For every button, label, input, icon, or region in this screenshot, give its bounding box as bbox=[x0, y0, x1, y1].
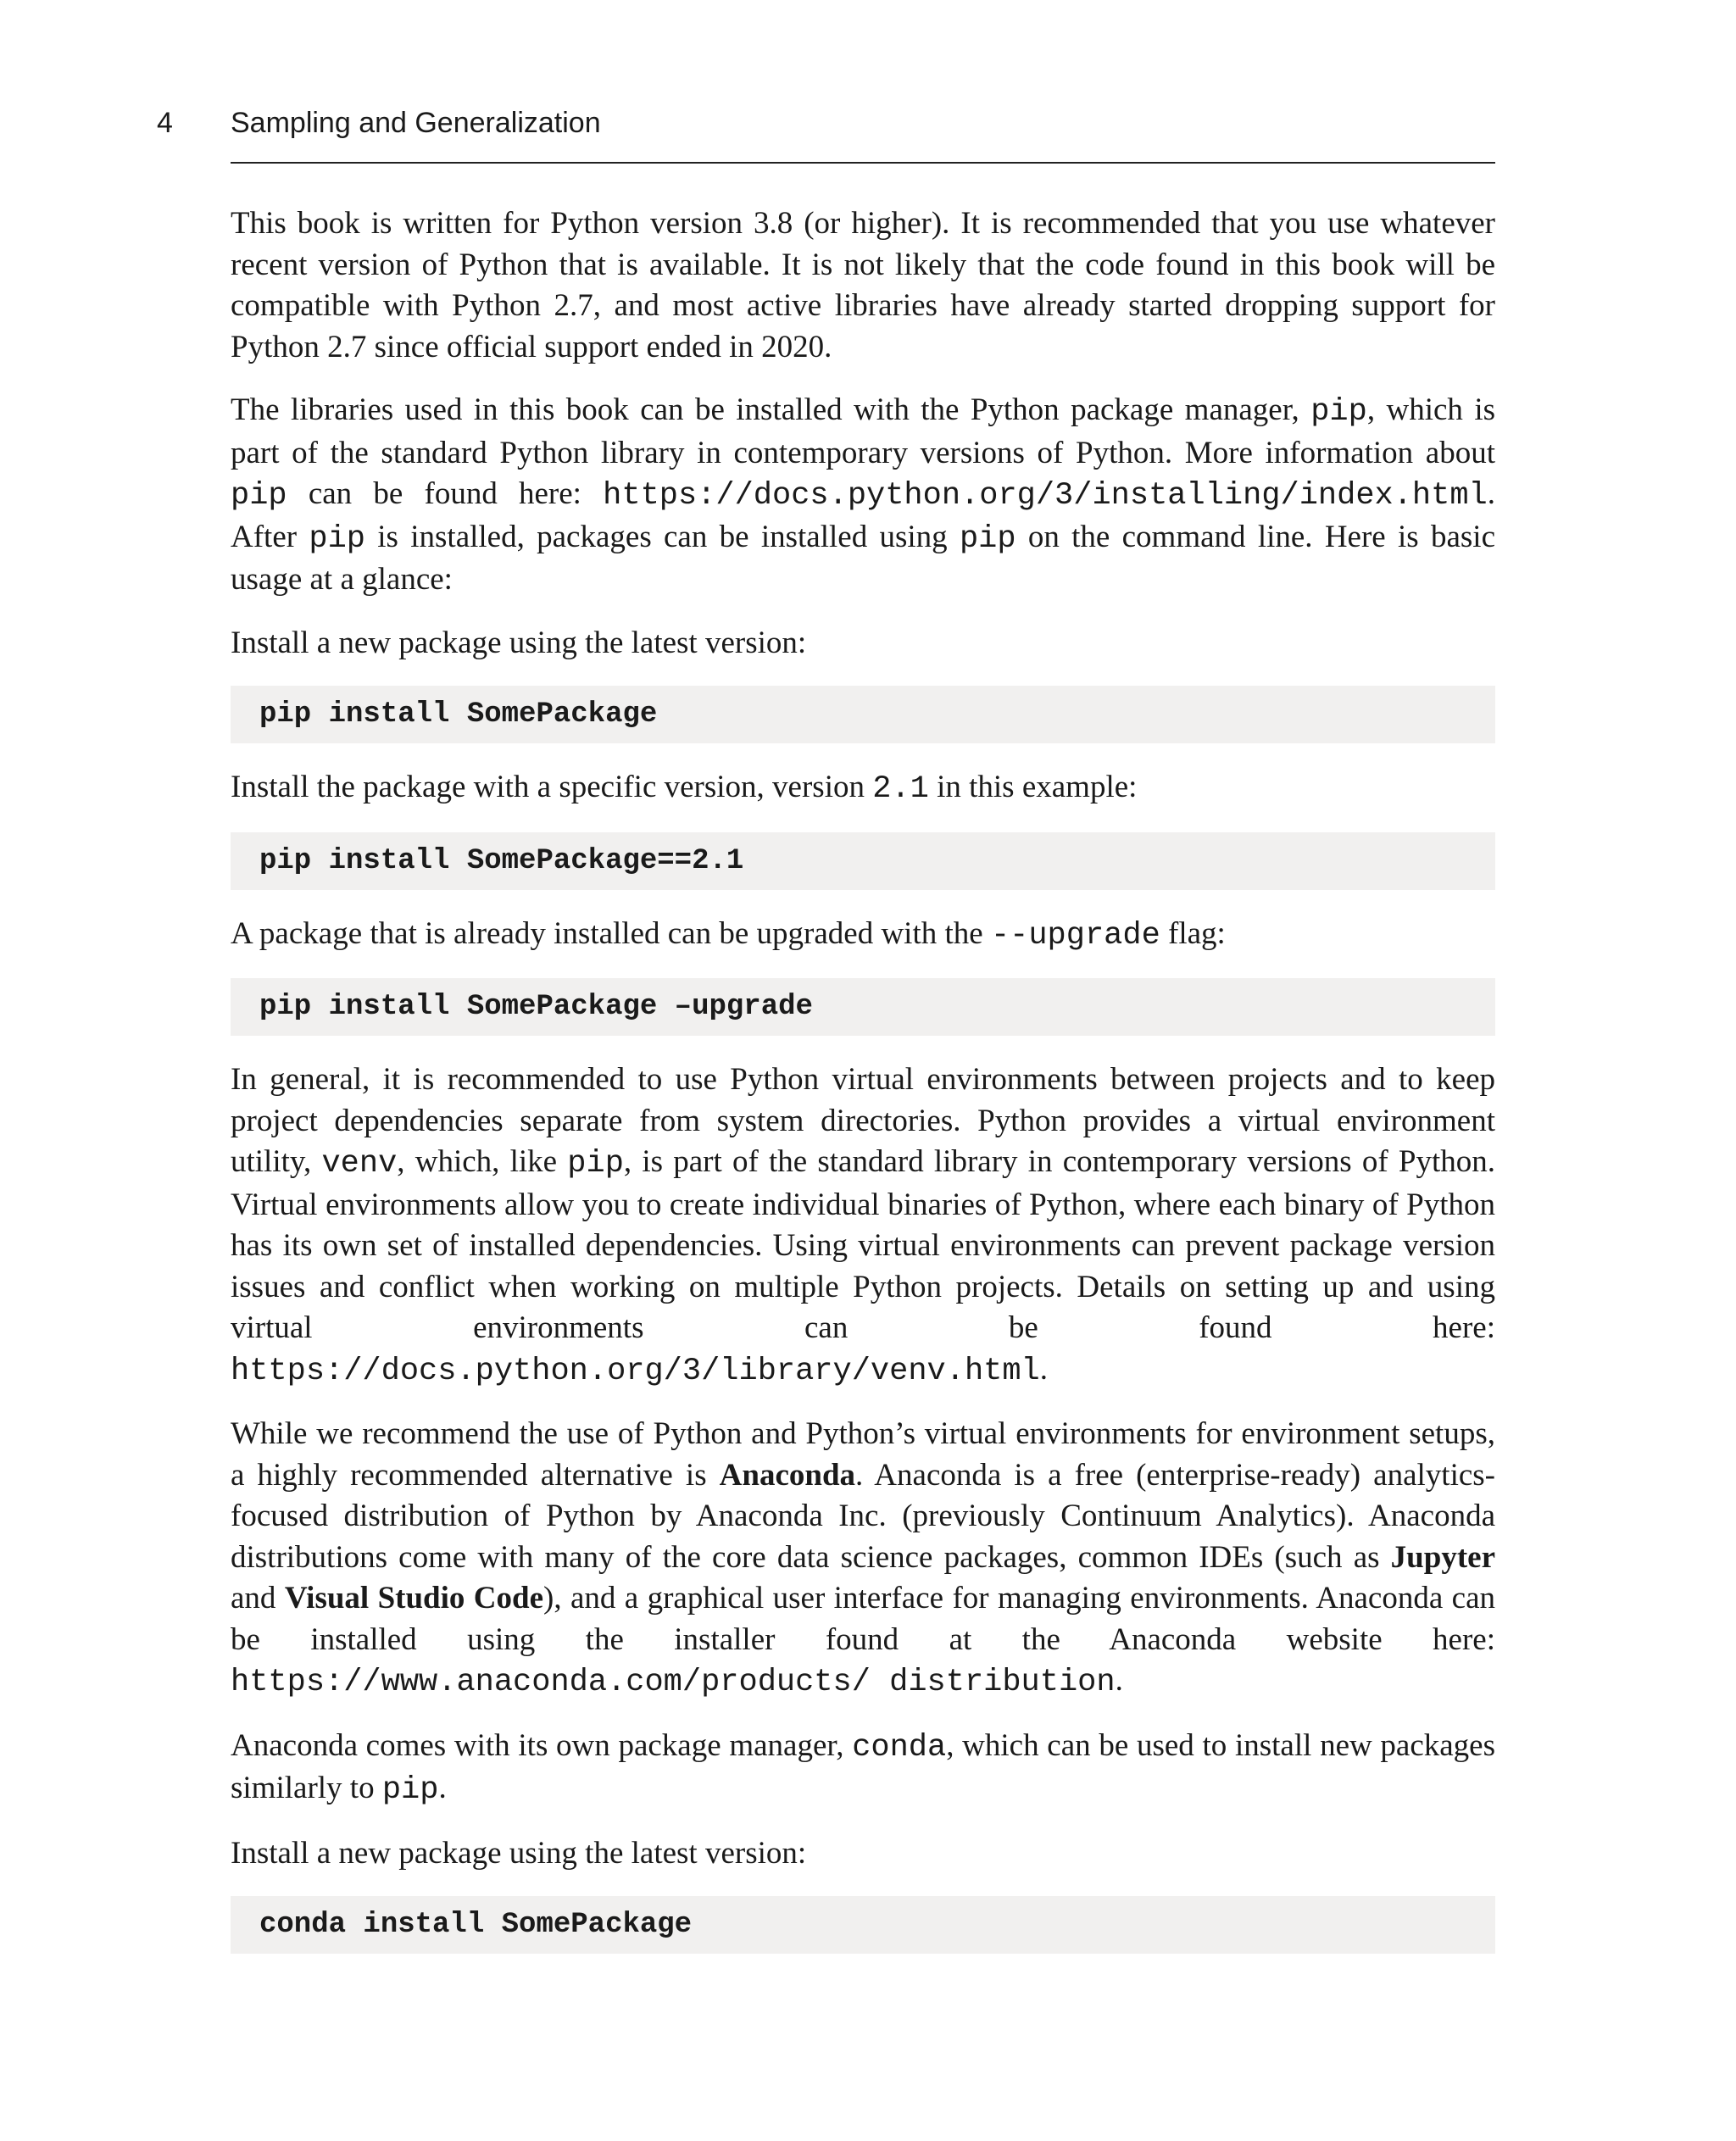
bold-visual-studio-code: Visual Studio Code bbox=[284, 1581, 544, 1615]
text: . Anaconda is a free (enterprise-ready) analytics-focused distribution of Python by Anaconda Inc. (previously Continuum Analytics). Anaconda distributions come with many of the core data science packages, common IDEs (such as bbox=[231, 1457, 1495, 1575]
text: and bbox=[231, 1581, 285, 1615]
inline-code-pip: pip bbox=[381, 1772, 439, 1808]
text: ), and a graphical user interface for managing environments. Anaconda can be installed using the installer found at the Anaconda website here: bbox=[231, 1581, 1495, 1657]
text: . bbox=[1115, 1663, 1123, 1698]
text: . After bbox=[231, 476, 1495, 554]
text: A package that is already installed can be upgraded with the bbox=[231, 915, 991, 951]
paragraph-pip-intro bbox=[231, 390, 1495, 601]
text: Install the package with a specific version, version bbox=[231, 770, 873, 804]
url-anaconda-download: https://www.anaconda.com/products/ distribution bbox=[231, 1665, 1116, 1700]
text: While we recommend the use of Python and Python’s virtual environments for environment setups, a highly recommended alternative is bbox=[231, 1416, 1495, 1493]
text: , which can be used to install new packages similarly to bbox=[231, 1727, 1496, 1805]
text: is installed, packages can be installed using bbox=[364, 519, 960, 554]
url-venv-docs: https://docs.python.org/3/library/venv.html bbox=[231, 1353, 1040, 1389]
page-body bbox=[231, 203, 1495, 1977]
paragraph-virtual-environments bbox=[231, 1059, 1495, 1392]
page-number: 4 bbox=[157, 107, 173, 139]
inline-code-venv: venv bbox=[321, 1146, 398, 1182]
paragraph-install-specific bbox=[231, 767, 1495, 810]
paragraph-conda-install-latest: Install a new package using the latest version: bbox=[231, 1835, 807, 1871]
text: The libraries used in this book can be installed with the Python package manager, bbox=[231, 392, 1311, 427]
text: In general, it is recommended to use Python virtual environments between projects and to keep project dependencies separate from system directories. Python provides a virtual environment utility, bbox=[231, 1062, 1495, 1179]
text: . bbox=[438, 1771, 447, 1805]
text: can be found here: bbox=[287, 476, 604, 511]
bold-anaconda: Anaconda bbox=[719, 1457, 856, 1493]
inline-code-conda: conda bbox=[852, 1729, 947, 1766]
text: . bbox=[1039, 1351, 1049, 1387]
inline-code-pip: pip bbox=[567, 1146, 624, 1182]
inline-code-pip: pip bbox=[959, 520, 1016, 557]
text: , is part of the standard library in contemporary versions of Python. Virtual environments allow you to create individual binaries of Python, where each binary of Python has its own set of installed dependencies. Using virtual environments can prevent package version issues and conflict when working on multiple Python projects. Details on setting up and using virtual environments can be found here: bbox=[231, 1144, 1496, 1345]
text: flag: bbox=[1160, 915, 1226, 951]
text: , which, like bbox=[397, 1144, 568, 1179]
paragraph-conda bbox=[231, 1726, 1495, 1811]
code-block-conda-install: conda install SomePackage bbox=[231, 1896, 1495, 1954]
text: Anaconda comes with its own package manager, bbox=[231, 1727, 853, 1763]
bold-jupyter: Jupyter bbox=[1390, 1539, 1495, 1575]
code-block-pip-upgrade: pip install SomePackage –upgrade bbox=[231, 978, 1495, 1036]
inline-code-pip: pip bbox=[1310, 394, 1367, 430]
inline-code-version: 2.1 bbox=[872, 771, 929, 807]
header-rule bbox=[231, 162, 1495, 164]
paragraph-python-version: This book is written for Python version 3.8 (or higher). It is recommended that you use whatever recent version of Python that is available. It is not likely that the code found in this book will be compatible with Python 2.7, and most active libraries have already started dropping support for Python 2.7 since official support ended in 2020. bbox=[231, 206, 1495, 364]
paragraph-anaconda bbox=[231, 1414, 1495, 1704]
url-pip-docs: https://docs.python.org/3/installing/index.html bbox=[603, 478, 1488, 514]
inline-code-pip: pip bbox=[309, 520, 365, 557]
text: in this example: bbox=[928, 770, 1138, 804]
inline-code-upgrade-flag: --upgrade bbox=[990, 917, 1160, 954]
running-header-title: Sampling and Generalization bbox=[231, 107, 601, 139]
inline-code-pip: pip bbox=[231, 478, 287, 514]
paragraph-upgrade bbox=[231, 914, 1495, 957]
code-block-pip-install-version: pip install SomePackage==2.1 bbox=[231, 832, 1495, 890]
paragraph-install-latest: Install a new package using the latest version: bbox=[231, 625, 807, 660]
text: on the command line. Here is basic usage at a glance: bbox=[231, 519, 1495, 597]
code-block-pip-install: pip install SomePackage bbox=[231, 686, 1495, 743]
text: , which is part of the standard Python library in contemporary versions of Python. More information about bbox=[231, 392, 1495, 470]
